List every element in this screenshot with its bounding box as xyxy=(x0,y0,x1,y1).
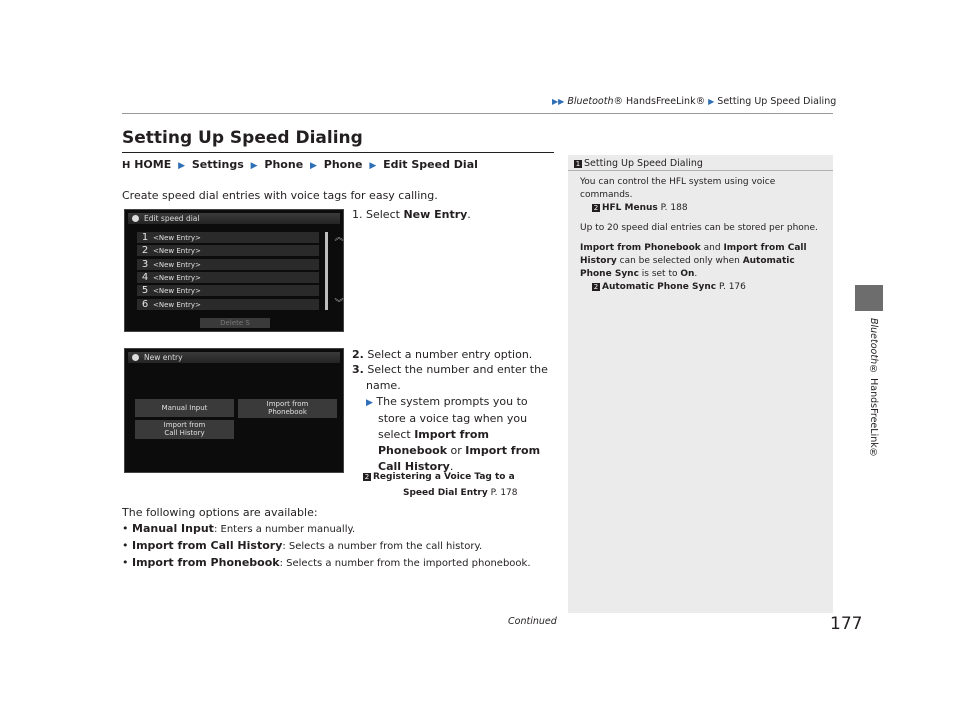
sub-text: Phonebook xyxy=(378,444,448,457)
delete-button[interactable]: Delete S xyxy=(200,318,270,328)
sub-text: or xyxy=(447,444,466,457)
screen-header-label: Edit speed dial xyxy=(144,214,200,223)
scroll-down-icon[interactable]: ︾ xyxy=(334,299,344,309)
sidebar-bold: Import from Call xyxy=(723,243,807,253)
step-number: 2. xyxy=(352,348,364,361)
speed-dial-row[interactable] xyxy=(137,299,319,310)
row-label: <New Entry> xyxy=(153,287,201,295)
cross-reference[interactable] xyxy=(363,469,518,501)
note-icon: 1 xyxy=(575,159,581,168)
list-item: • Import from Call History: Selects a number from the call history. xyxy=(122,539,483,552)
sidebar-body xyxy=(580,176,828,294)
sub-text: . xyxy=(449,460,454,473)
row-label: <New Entry> xyxy=(153,301,201,309)
ref-title[interactable]: Automatic Phone Sync xyxy=(602,282,717,292)
row-number: 6 xyxy=(141,299,149,310)
speed-dial-row[interactable] xyxy=(137,232,319,243)
home-icon xyxy=(132,354,139,361)
options-intro: The following options are available: xyxy=(122,506,318,519)
home-icon xyxy=(132,215,139,222)
arrow-icon: ▶ xyxy=(250,161,258,171)
sidebar-bold: Import from Phonebook xyxy=(580,243,701,253)
sub-text: store a voice tag when you xyxy=(378,412,528,425)
nav-path xyxy=(122,158,478,171)
sidebar-text: Up to 20 speed dial entries can be stored per phone. xyxy=(580,223,818,233)
home-icon: H xyxy=(122,160,131,171)
arrow-icon: ▶ xyxy=(366,398,373,408)
nav-settings: Settings xyxy=(191,158,244,171)
nav-edit-speed-dial: Edit Speed Dial xyxy=(383,158,478,171)
step-text: Select a number entry option. xyxy=(367,348,533,361)
sidebar-bold: Phone Sync xyxy=(580,269,639,279)
sidebar-text: . xyxy=(694,269,698,279)
list-item: • Manual Input: Enters a number manually. xyxy=(122,522,356,535)
nav-phone-1: Phone xyxy=(264,158,304,171)
step-text: name. xyxy=(366,379,401,392)
row-number: 3 xyxy=(141,259,149,270)
sidebar-bold: On xyxy=(680,269,695,279)
sidebar-text: commands. xyxy=(580,190,633,200)
row-number: 4 xyxy=(141,272,149,283)
continued-label: Continued xyxy=(508,616,557,627)
sub-text: Import from xyxy=(465,444,541,457)
option-name: Import from Call History xyxy=(132,539,283,552)
nav-phone-2: Phone xyxy=(323,158,363,171)
sidebar-divider xyxy=(568,170,833,171)
option-desc: : Enters a number manually. xyxy=(213,524,356,535)
step-2 xyxy=(352,347,532,363)
list-item: • Import from Phonebook: Selects a number from the imported phonebook. xyxy=(122,556,531,569)
screen-header-label: New entry xyxy=(144,353,183,362)
arrow-icon: ▶ xyxy=(708,97,715,106)
sidebar-text: can be selected only when xyxy=(616,256,743,266)
manual-input-button[interactable]: Manual Input xyxy=(135,399,234,417)
reference-icon: 2 xyxy=(364,472,370,481)
ref-page: P. 188 xyxy=(657,203,688,213)
ref-page: P. 178 xyxy=(487,488,518,498)
arrow-icon: ▶ xyxy=(178,161,186,171)
ref-title: Registering a Voice Tag to a xyxy=(373,472,515,482)
sub-text: Import from xyxy=(414,428,489,441)
import-phonebook-button[interactable] xyxy=(238,399,337,418)
page-title: Setting Up Speed Dialing xyxy=(122,128,363,148)
step-number: 1. xyxy=(352,208,363,221)
sidebar-bold: Automatic xyxy=(742,256,795,266)
breadcrumb-bluetooth: Bluetooth xyxy=(567,96,614,107)
row-label: <New Entry> xyxy=(153,274,201,282)
intro-text: Create speed dial entries with voice tags for easy calling. xyxy=(122,189,438,202)
button-label: Call History xyxy=(164,429,205,437)
breadcrumb xyxy=(552,96,836,107)
chapter-tab xyxy=(855,285,883,311)
title-underline xyxy=(122,152,554,153)
option-desc: : Selects a number from the call history. xyxy=(282,541,483,552)
ref-title[interactable]: HFL Menus xyxy=(602,203,658,213)
row-label: <New Entry> xyxy=(153,247,201,255)
breadcrumb-current: Setting Up Speed Dialing xyxy=(717,96,837,107)
option-name: Manual Input xyxy=(132,522,214,535)
button-label: Import from xyxy=(163,421,206,429)
chapter-label xyxy=(868,318,879,459)
import-call-history-button[interactable] xyxy=(135,420,234,439)
sidebar-text: and xyxy=(700,243,724,253)
chapter-label-b: ® HandsFreeLink® xyxy=(868,364,879,459)
step-end: . xyxy=(467,208,471,221)
step-text: Select the number and enter the xyxy=(367,363,548,376)
speed-dial-row[interactable] xyxy=(137,285,319,296)
new-entry-screen xyxy=(124,348,344,473)
reference-icon: 2 xyxy=(593,282,599,291)
step-text: Select xyxy=(366,208,404,221)
reference-icon: 2 xyxy=(593,203,599,212)
row-label: <New Entry> xyxy=(153,261,201,269)
screen-header xyxy=(128,352,340,363)
step-1 xyxy=(352,207,471,223)
screen-header xyxy=(128,213,340,224)
speed-dial-row[interactable] xyxy=(137,272,319,283)
scroll-up-icon[interactable]: ︽ xyxy=(334,233,344,243)
arrow-icon: ▶▶ xyxy=(552,97,565,106)
button-label: Phonebook xyxy=(268,408,307,416)
chapter-label-a: Bluetooth xyxy=(868,318,879,365)
sidebar-title-text: Setting Up Speed Dialing xyxy=(584,158,703,169)
arrow-icon: ▶ xyxy=(369,161,377,171)
ref-page: P. 176 xyxy=(716,282,746,292)
new-entry-label: New Entry xyxy=(403,208,468,221)
sub-text: select xyxy=(378,428,415,441)
ref-title: Speed Dial Entry xyxy=(403,488,488,498)
sidebar-text: You can control the HFL system using voice xyxy=(580,177,776,187)
row-number: 2 xyxy=(141,245,149,256)
options-list xyxy=(122,505,531,572)
edit-speed-dial-screen xyxy=(124,209,344,332)
option-name: Import from Phonebook xyxy=(132,556,280,569)
button-label: Import from xyxy=(266,400,309,408)
sidebar-bold: History xyxy=(580,256,617,266)
breadcrumb-hfl: ® HandsFreeLink® xyxy=(613,96,706,107)
arrow-icon: ▶ xyxy=(310,161,317,171)
row-label: <New Entry> xyxy=(153,234,201,242)
sidebar-title xyxy=(574,158,703,169)
speed-dial-row[interactable] xyxy=(137,245,319,256)
option-desc: : Selects a number from the imported phonebook. xyxy=(279,558,531,569)
sub-text: The system prompts you to xyxy=(376,395,528,408)
scrollbar[interactable] xyxy=(325,232,328,310)
nav-home: HOME xyxy=(134,158,172,171)
step-3 xyxy=(352,362,552,475)
row-number: 5 xyxy=(141,285,149,296)
page-number: 177 xyxy=(830,614,863,634)
header-divider xyxy=(122,113,833,114)
row-number: 1 xyxy=(141,232,149,243)
step-number: 3. xyxy=(352,363,364,376)
sub-text: Call History xyxy=(378,460,450,473)
sidebar-text: is set to xyxy=(638,269,681,279)
speed-dial-row[interactable] xyxy=(137,259,319,270)
